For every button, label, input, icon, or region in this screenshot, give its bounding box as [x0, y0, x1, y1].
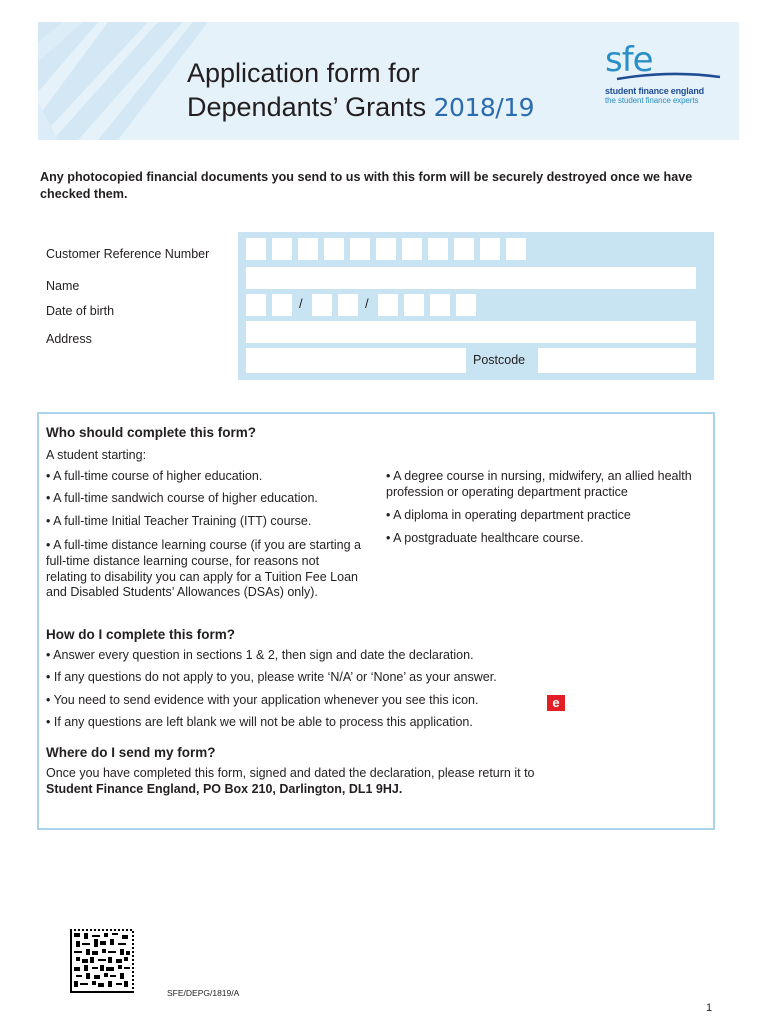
postcode-field[interactable]: [538, 348, 696, 373]
address-line-1-field[interactable]: [246, 321, 696, 343]
dob-year-box[interactable]: [456, 294, 476, 316]
crn-digit-box[interactable]: [428, 238, 448, 260]
name-label: Name: [46, 279, 80, 293]
dob-separator: /: [365, 296, 369, 311]
name-field[interactable]: [246, 267, 696, 289]
crn-digit-box[interactable]: [298, 238, 318, 260]
header-banner: [38, 22, 739, 140]
dob-label: Date of birth: [46, 304, 115, 318]
address-line-2-field[interactable]: [246, 348, 466, 373]
title-line-2: [187, 90, 534, 125]
dob-day-box[interactable]: [246, 294, 266, 316]
postcode-label: Postcode: [473, 353, 526, 367]
form-title: [187, 56, 534, 125]
form-reference: SFE/DEPG/1819/A: [167, 988, 240, 998]
dob-day-box[interactable]: [272, 294, 292, 316]
who-left-item: • A full-time Initial Teacher Training (ITT) course.: [46, 514, 312, 528]
dob-year-box[interactable]: [404, 294, 424, 316]
dob-year-box[interactable]: [378, 294, 398, 316]
dob-month-box[interactable]: [312, 294, 332, 316]
title-year: 2018/19: [433, 93, 535, 122]
crn-digit-box[interactable]: [350, 238, 370, 260]
crn-digit-box[interactable]: [272, 238, 292, 260]
where-address: Student Finance England, PO Box 210, Darlington, DL1 9HJ.: [46, 782, 403, 796]
who-right-item: • A postgraduate healthcare course.: [386, 531, 584, 545]
crn-label: Customer Reference Number: [46, 247, 210, 261]
who-right-item: • A diploma in operating department practice: [386, 508, 631, 522]
details-panel: [238, 232, 714, 380]
information-box: [37, 412, 715, 830]
where-text: Once you have completed this form, signed and dated the declaration, please return it to: [46, 766, 535, 780]
who-left-item: • A full-time course of higher education.: [46, 469, 263, 483]
how-item: • You need to send evidence with your application whenever you see this icon.: [46, 693, 479, 707]
sfe-logo: [605, 42, 725, 105]
crn-digit-box[interactable]: [454, 238, 474, 260]
dob-month-box[interactable]: [338, 294, 358, 316]
address-label: Address: [46, 332, 92, 346]
page-number: 1: [706, 1002, 713, 1014]
crn-digit-box[interactable]: [402, 238, 422, 260]
dob-year-box[interactable]: [430, 294, 450, 316]
logo-swoosh-icon: [615, 72, 725, 82]
title-line-1: Application form for: [187, 58, 420, 88]
dob-separator: /: [299, 296, 303, 311]
crn-digit-box[interactable]: [246, 238, 266, 260]
how-item: • If any questions do not apply to you, please write ‘N/A’ or ‘None’ as your answer.: [46, 670, 497, 684]
crn-digit-box[interactable]: [376, 238, 396, 260]
how-item: • Answer every question in sections 1 & 2, then sign and date the declaration.: [46, 648, 474, 662]
sfe-logo-text: sfe: [605, 40, 653, 80]
where-heading: Where do I send my form?: [46, 745, 216, 760]
who-heading: Who should complete this form?: [46, 425, 256, 440]
who-left-item: • A full-time sandwich course of higher education.: [46, 491, 318, 505]
crn-digit-box[interactable]: [506, 238, 526, 260]
evidence-icon: e: [547, 695, 565, 711]
crn-digit-box[interactable]: [324, 238, 344, 260]
photocopy-notice: Any photocopied financial documents you send to us with this form will be securely destroyed once we have checked them.: [40, 170, 693, 201]
who-intro: A student starting:: [46, 448, 147, 462]
how-item: • If any questions are left blank we will not be able to process this application.: [46, 715, 473, 729]
title-line-2-text: Dependants’ Grants: [187, 92, 427, 122]
datamatrix-barcode: [70, 929, 134, 993]
who-left-item: • A full-time distance learning course (if you are starting a full-time distance learning course, for reasons not relating to disability you can apply for a Tuition Fee Loan and Disabled Students’ Allowances (DSAs) only).: [46, 538, 361, 600]
logo-line-2: the student finance experts: [605, 96, 699, 105]
who-right-item: • A degree course in nursing, midwifery, an allied health profession or operating department practice: [386, 469, 692, 499]
logo-line-1: student finance england: [605, 86, 704, 96]
how-heading: How do I complete this form?: [46, 627, 236, 642]
crn-digit-box[interactable]: [480, 238, 500, 260]
